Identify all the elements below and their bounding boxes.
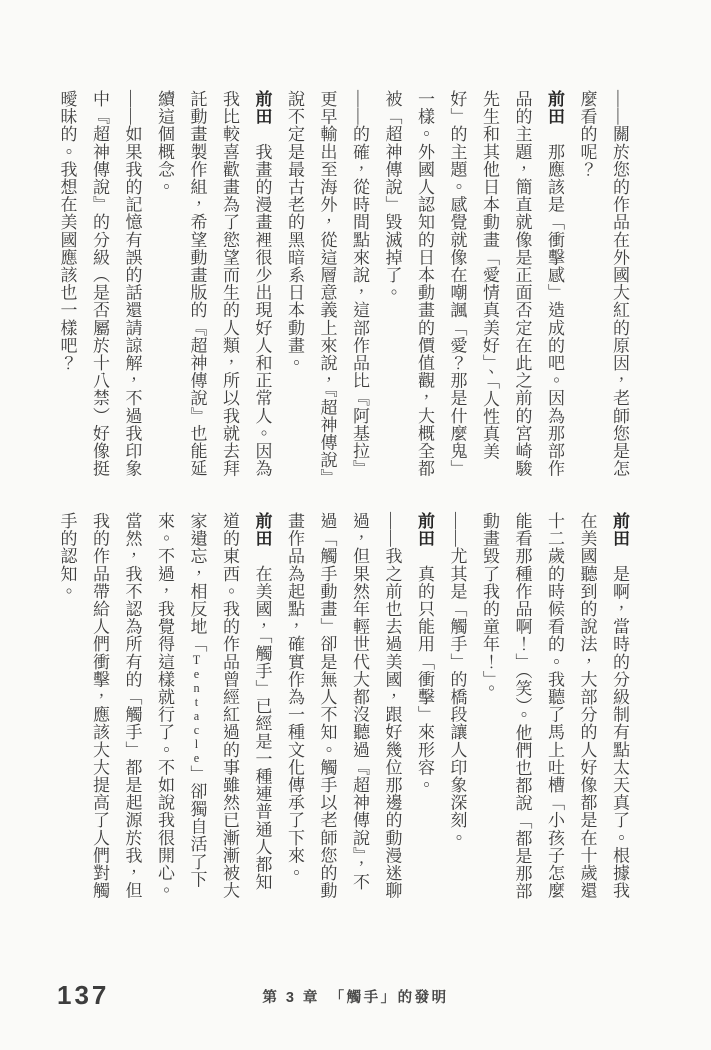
answer-paragraph: 前田 那應該是「衝擊感」造成的吧。因為那部作品的主題，簡直就像是正面否定在此之前的宮崎駿先生和其他日本動畫「愛情真美好」、「人性真美好」的主題。感覺就像在嘲諷「愛？那是什麼鬼」一樣。外國人認知的日本動畫的價值觀，大概全都被「超神傳說」毀滅掉了。	[382, 90, 564, 478]
question-paragraph: ——如果我的記憶有誤的話還請諒解，不過我印象中『超神傳說』的分級（是否屬於十八禁）好像挺曖昧的。我想在美國應該也一樣吧？	[57, 90, 142, 478]
speaker-name: 前田	[545, 90, 564, 126]
answer-paragraph: 前田 我畫的漫畫裡很少出現好人和正常人。因為我比較喜歡畫為了慾望而生的人類，所以我就去拜託動畫製作組，希望動畫版的『超神傳說』也能延續這個概念。	[155, 90, 272, 478]
answer-paragraph: 前田 在美國，「觸手」已經是一種連普通人都知道的東西。我的作品曾經紅過的事雖然已漸漸被大家遺忘，相反地「Tentacle」卻獨自活了下來。不過，我覺得這樣就行了。不如說我很開心。當然，我不認為所有的「觸手」都是起源於我，但我的作品帶給人們衝擊，應該大大提高了人們對觸手的認知。	[57, 512, 272, 900]
question-paragraph: ——尤其是「觸手」的橋段讓人印象深刻。	[447, 512, 467, 847]
interview-text-block-bottom	[50, 512, 635, 904]
question-paragraph: ——關於您的作品在外國大紅的原因，老師您是怎麼看的呢？	[577, 90, 629, 478]
question-paragraph: ——我之前也去過美國，跟好幾位那邊的動漫迷聊過，但果然年輕世代大都沒聽過『超神傳說』，不過「觸手動畫」卻是無人不知。觸手以老師您的動畫作品為起點，確實作為一種文化傳承了下來。	[285, 512, 402, 900]
speaker-name: 前田	[415, 512, 434, 548]
latin-word: Tentacle	[189, 652, 204, 765]
speaker-name: 前田	[252, 512, 272, 548]
speaker-name: 前田	[610, 512, 629, 548]
question-paragraph: ——的確，從時間點來說，這部作品比『阿基拉』更早輸出至海外，從這層意義上來說，『超神傳說』說不定是最古老的黑暗系日本動畫。	[285, 90, 369, 478]
answer-paragraph: 前田 是啊，當時的分級制有點太天真了。根據我在美國聽到的說法，大部分的人好像都是在十歲還十二歲的時候看的。我聽了馬上吐槽「小孩子怎麼能看那種作品啊！」（笑）。他們也都說「都是那部動畫毀了我的童年！」。	[480, 512, 629, 900]
page-number: 137	[57, 980, 110, 1010]
chapter-footer: 第 3 章 「觸手」的發明	[262, 990, 449, 1006]
interview-text-block-top	[50, 90, 635, 482]
speaker-name: 前田	[252, 90, 272, 126]
answer-paragraph: 前田 真的只能用「衝擊」來形容。	[415, 512, 434, 794]
